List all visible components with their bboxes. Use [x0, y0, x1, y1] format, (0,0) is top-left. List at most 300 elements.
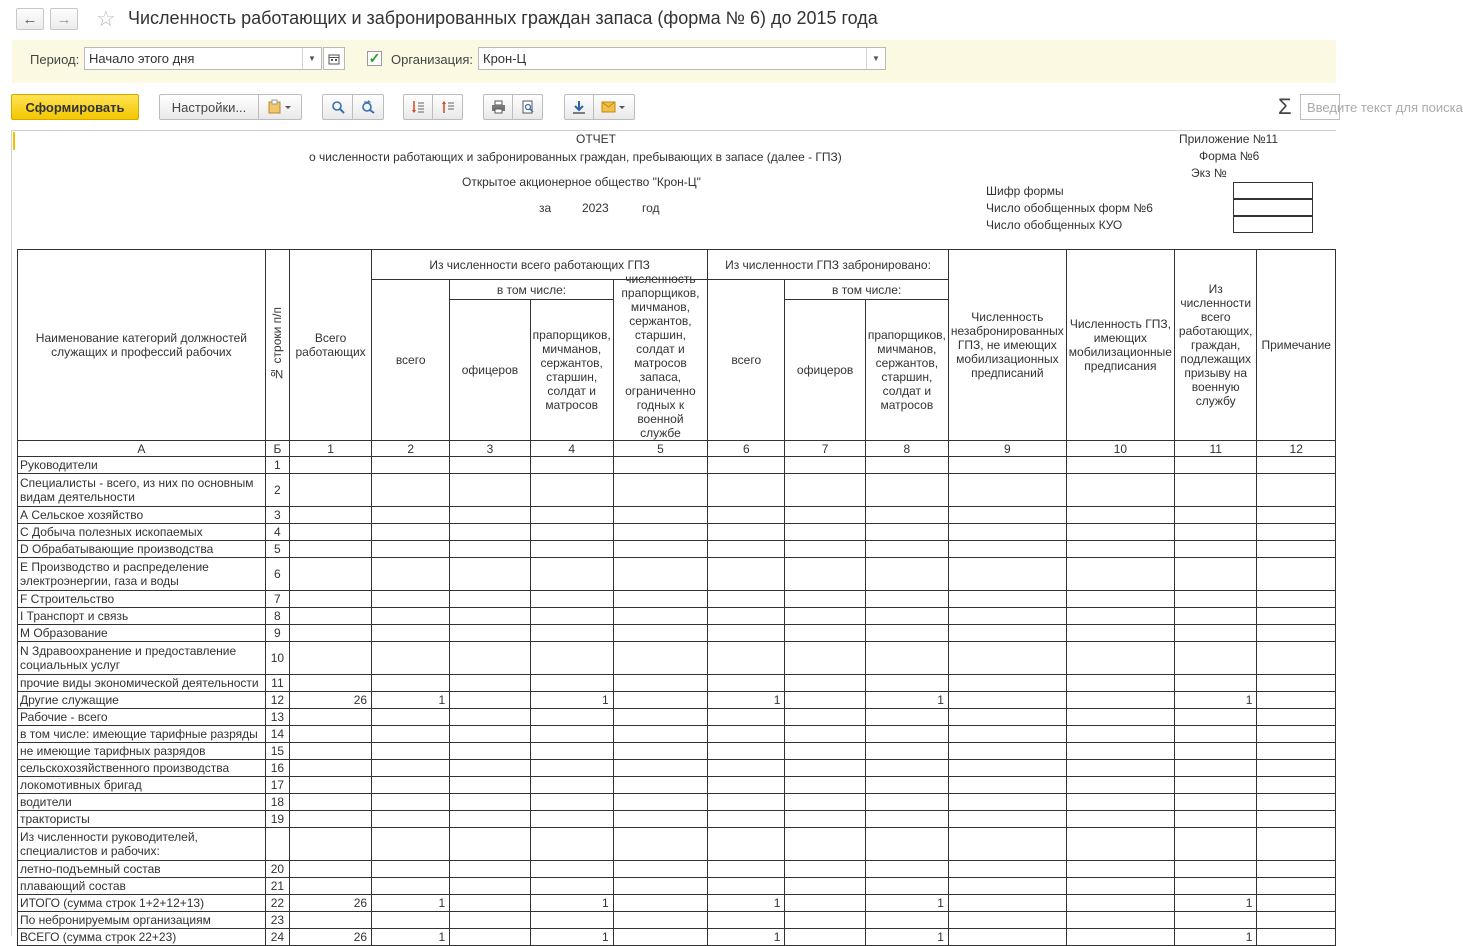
table-cell[interactable]: [1066, 895, 1174, 912]
table-cell[interactable]: 1: [708, 692, 785, 709]
table-cell[interactable]: [372, 507, 450, 524]
table-cell[interactable]: 1: [865, 692, 948, 709]
table-cell[interactable]: [865, 507, 948, 524]
table-cell[interactable]: [948, 929, 1066, 946]
table-cell[interactable]: [530, 760, 613, 777]
table-cell[interactable]: [450, 929, 530, 946]
table-cell[interactable]: [1066, 811, 1174, 828]
sum-icon[interactable]: Σ: [1278, 94, 1292, 119]
save-button[interactable]: [564, 94, 594, 120]
table-cell[interactable]: [865, 743, 948, 760]
table-cell[interactable]: [865, 625, 948, 642]
table-cell[interactable]: [948, 692, 1066, 709]
table-cell[interactable]: [865, 811, 948, 828]
table-cell[interactable]: [1174, 777, 1256, 794]
collapse-groups-button[interactable]: [433, 94, 463, 120]
table-cell[interactable]: [450, 878, 530, 895]
table-cell[interactable]: [372, 457, 450, 474]
table-cell[interactable]: [290, 743, 372, 760]
table-cell[interactable]: [785, 457, 865, 474]
table-cell[interactable]: [372, 625, 450, 642]
table-cell[interactable]: [613, 457, 707, 474]
table-cell[interactable]: [948, 743, 1066, 760]
table-cell[interactable]: [1066, 558, 1174, 591]
table-cell[interactable]: [613, 675, 707, 692]
table-cell[interactable]: [530, 726, 613, 743]
table-cell[interactable]: 1: [865, 895, 948, 912]
table-cell[interactable]: [1257, 895, 1336, 912]
table-cell[interactable]: [613, 726, 707, 743]
generalized-kuo-box[interactable]: [1233, 216, 1313, 233]
table-cell[interactable]: [613, 507, 707, 524]
table-cell[interactable]: [613, 625, 707, 642]
table-cell[interactable]: 1: [1174, 929, 1256, 946]
table-cell[interactable]: [530, 861, 613, 878]
table-cell[interactable]: 1: [708, 895, 785, 912]
table-cell[interactable]: [530, 457, 613, 474]
table-cell[interactable]: [290, 760, 372, 777]
table-cell[interactable]: [290, 777, 372, 794]
table-cell[interactable]: [613, 692, 707, 709]
table-cell[interactable]: [1066, 777, 1174, 794]
table-cell[interactable]: [948, 608, 1066, 625]
table-cell[interactable]: [1257, 541, 1336, 558]
table-cell[interactable]: [1066, 861, 1174, 878]
favorite-star-icon[interactable]: ☆: [96, 6, 116, 31]
table-cell[interactable]: [708, 558, 785, 591]
table-cell[interactable]: [372, 675, 450, 692]
table-cell[interactable]: [1066, 608, 1174, 625]
table-cell[interactable]: [613, 642, 707, 675]
table-cell[interactable]: [530, 794, 613, 811]
table-cell[interactable]: [1066, 507, 1174, 524]
table-cell[interactable]: [948, 912, 1066, 929]
table-cell[interactable]: [613, 524, 707, 541]
table-cell[interactable]: [865, 675, 948, 692]
table-cell[interactable]: [785, 608, 865, 625]
table-cell[interactable]: [450, 726, 530, 743]
table-cell[interactable]: 1: [1174, 895, 1256, 912]
table-cell[interactable]: [1066, 675, 1174, 692]
table-cell[interactable]: [1257, 912, 1336, 929]
table-cell[interactable]: [530, 524, 613, 541]
table-cell[interactable]: [290, 709, 372, 726]
table-cell[interactable]: [450, 912, 530, 929]
table-cell[interactable]: [290, 794, 372, 811]
table-cell[interactable]: [1257, 709, 1336, 726]
table-cell[interactable]: [1257, 625, 1336, 642]
table-cell[interactable]: [613, 608, 707, 625]
table-cell[interactable]: [290, 608, 372, 625]
table-cell[interactable]: [708, 861, 785, 878]
table-cell[interactable]: [290, 675, 372, 692]
report-area[interactable]: [11, 130, 1336, 944]
table-cell[interactable]: [290, 457, 372, 474]
table-cell[interactable]: [450, 743, 530, 760]
table-cell[interactable]: [613, 777, 707, 794]
table-cell[interactable]: [708, 726, 785, 743]
table-cell[interactable]: [1174, 474, 1256, 507]
forward-button[interactable]: [50, 8, 78, 30]
table-cell[interactable]: [948, 709, 1066, 726]
table-cell[interactable]: [372, 541, 450, 558]
back-button[interactable]: [16, 8, 44, 30]
table-cell[interactable]: 26: [290, 929, 372, 946]
table-cell[interactable]: [1257, 558, 1336, 591]
table-cell[interactable]: [1066, 709, 1174, 726]
table-cell[interactable]: [1174, 760, 1256, 777]
table-cell[interactable]: [1066, 524, 1174, 541]
table-cell[interactable]: [865, 709, 948, 726]
table-cell[interactable]: [865, 760, 948, 777]
table-cell[interactable]: [785, 828, 865, 861]
table-cell[interactable]: [785, 507, 865, 524]
table-cell[interactable]: [450, 760, 530, 777]
table-cell[interactable]: [785, 760, 865, 777]
table-cell[interactable]: [865, 828, 948, 861]
table-cell[interactable]: [785, 811, 865, 828]
table-cell[interactable]: [785, 777, 865, 794]
table-cell[interactable]: [785, 524, 865, 541]
table-cell[interactable]: [865, 524, 948, 541]
table-cell[interactable]: [708, 794, 785, 811]
table-cell[interactable]: [708, 878, 785, 895]
table-cell[interactable]: [450, 642, 530, 675]
table-cell[interactable]: [613, 878, 707, 895]
table-cell[interactable]: [450, 541, 530, 558]
table-cell[interactable]: [372, 777, 450, 794]
table-cell[interactable]: [1174, 591, 1256, 608]
table-cell[interactable]: [450, 457, 530, 474]
organization-checkbox[interactable]: [367, 51, 382, 66]
table-cell[interactable]: [948, 895, 1066, 912]
table-cell[interactable]: [785, 895, 865, 912]
table-cell[interactable]: [450, 474, 530, 507]
table-cell[interactable]: [613, 541, 707, 558]
table-cell[interactable]: [372, 743, 450, 760]
table-cell[interactable]: [450, 507, 530, 524]
table-cell[interactable]: [450, 777, 530, 794]
table-cell[interactable]: [785, 861, 865, 878]
print-button[interactable]: [483, 94, 513, 120]
table-cell[interactable]: [708, 642, 785, 675]
table-cell[interactable]: [450, 828, 530, 861]
find-button[interactable]: [322, 94, 353, 120]
table-cell[interactable]: [948, 558, 1066, 591]
table-cell[interactable]: [1257, 794, 1336, 811]
table-cell[interactable]: [1174, 861, 1256, 878]
table-cell[interactable]: [613, 794, 707, 811]
table-cell[interactable]: 1: [530, 929, 613, 946]
table-cell[interactable]: [1174, 794, 1256, 811]
table-cell[interactable]: [1257, 861, 1336, 878]
table-cell[interactable]: [1066, 794, 1174, 811]
table-cell[interactable]: [1174, 709, 1256, 726]
table-cell[interactable]: [372, 474, 450, 507]
table-cell[interactable]: [1257, 608, 1336, 625]
table-cell[interactable]: [290, 912, 372, 929]
table-cell[interactable]: [450, 895, 530, 912]
table-cell[interactable]: [290, 558, 372, 591]
table-cell[interactable]: [948, 591, 1066, 608]
table-cell[interactable]: [785, 794, 865, 811]
table-cell[interactable]: [708, 912, 785, 929]
generate-button[interactable]: [11, 94, 139, 120]
table-cell[interactable]: [865, 457, 948, 474]
table-cell[interactable]: [530, 675, 613, 692]
table-cell[interactable]: [948, 811, 1066, 828]
table-cell[interactable]: 1: [372, 929, 450, 946]
table-cell[interactable]: [1257, 878, 1336, 895]
table-cell[interactable]: [530, 777, 613, 794]
table-cell[interactable]: [708, 743, 785, 760]
form-cipher-box[interactable]: [1233, 182, 1313, 199]
table-cell[interactable]: [372, 912, 450, 929]
table-cell[interactable]: [708, 541, 785, 558]
table-cell[interactable]: 1: [1174, 692, 1256, 709]
table-cell[interactable]: [530, 541, 613, 558]
table-cell[interactable]: [1174, 743, 1256, 760]
table-cell[interactable]: [785, 878, 865, 895]
table-cell[interactable]: [530, 474, 613, 507]
table-cell[interactable]: 26: [290, 895, 372, 912]
table-cell[interactable]: [1257, 524, 1336, 541]
table-cell[interactable]: [613, 895, 707, 912]
table-cell[interactable]: [948, 760, 1066, 777]
search-input[interactable]: [1300, 94, 1463, 120]
table-cell[interactable]: [948, 828, 1066, 861]
period-dropdown-button[interactable]: [302, 48, 321, 69]
table-cell[interactable]: [613, 743, 707, 760]
table-cell[interactable]: [865, 591, 948, 608]
table-cell[interactable]: [613, 474, 707, 507]
table-cell[interactable]: [613, 929, 707, 946]
table-cell[interactable]: [372, 642, 450, 675]
table-cell[interactable]: [1174, 675, 1256, 692]
table-cell[interactable]: [865, 474, 948, 507]
period-calendar-button[interactable]: [323, 47, 345, 70]
table-cell[interactable]: [1257, 828, 1336, 861]
table-cell[interactable]: [290, 625, 372, 642]
table-cell[interactable]: [450, 524, 530, 541]
table-cell[interactable]: [1257, 474, 1336, 507]
table-cell[interactable]: [290, 726, 372, 743]
table-cell[interactable]: 1: [372, 692, 450, 709]
table-cell[interactable]: [1257, 743, 1336, 760]
table-cell[interactable]: [948, 474, 1066, 507]
table-cell[interactable]: [450, 591, 530, 608]
table-cell[interactable]: [785, 726, 865, 743]
table-cell[interactable]: [948, 726, 1066, 743]
table-cell[interactable]: [1257, 591, 1336, 608]
table-cell[interactable]: [450, 558, 530, 591]
table-cell[interactable]: [530, 507, 613, 524]
table-cell[interactable]: [708, 709, 785, 726]
table-cell[interactable]: [1174, 608, 1256, 625]
table-cell[interactable]: [865, 726, 948, 743]
table-cell[interactable]: [530, 828, 613, 861]
table-cell[interactable]: [1257, 692, 1336, 709]
table-cell[interactable]: [1257, 675, 1336, 692]
table-cell[interactable]: [1066, 743, 1174, 760]
table-cell[interactable]: [865, 794, 948, 811]
table-cell[interactable]: [948, 794, 1066, 811]
table-cell[interactable]: [613, 709, 707, 726]
table-cell[interactable]: [1257, 929, 1336, 946]
table-cell[interactable]: [450, 811, 530, 828]
table-cell[interactable]: [290, 591, 372, 608]
table-cell[interactable]: [1174, 558, 1256, 591]
table-cell[interactable]: [1257, 457, 1336, 474]
table-cell[interactable]: [948, 541, 1066, 558]
table-cell[interactable]: 26: [290, 692, 372, 709]
table-cell[interactable]: [785, 558, 865, 591]
table-cell[interactable]: [450, 794, 530, 811]
table-cell[interactable]: [948, 457, 1066, 474]
table-cell[interactable]: [948, 675, 1066, 692]
table-cell[interactable]: [1257, 777, 1336, 794]
table-cell[interactable]: [865, 642, 948, 675]
table-cell[interactable]: [450, 861, 530, 878]
table-cell[interactable]: [530, 709, 613, 726]
table-cell[interactable]: [450, 675, 530, 692]
table-cell[interactable]: [450, 692, 530, 709]
table-cell[interactable]: [785, 642, 865, 675]
table-cell[interactable]: [290, 524, 372, 541]
table-cell[interactable]: [708, 457, 785, 474]
table-cell[interactable]: [613, 760, 707, 777]
table-cell[interactable]: [530, 878, 613, 895]
table-cell[interactable]: [785, 743, 865, 760]
table-cell[interactable]: [290, 642, 372, 675]
settings-button[interactable]: [159, 94, 259, 120]
table-cell[interactable]: [948, 524, 1066, 541]
table-cell[interactable]: [1066, 625, 1174, 642]
table-cell[interactable]: [613, 828, 707, 861]
table-cell[interactable]: [372, 558, 450, 591]
table-cell[interactable]: [372, 794, 450, 811]
table-cell[interactable]: [865, 777, 948, 794]
table-cell[interactable]: [1066, 878, 1174, 895]
table-cell[interactable]: [948, 878, 1066, 895]
table-cell[interactable]: [708, 507, 785, 524]
table-cell[interactable]: [1174, 507, 1256, 524]
table-cell[interactable]: [708, 591, 785, 608]
table-cell[interactable]: [708, 524, 785, 541]
table-cell[interactable]: [530, 608, 613, 625]
table-cell[interactable]: [1174, 828, 1256, 861]
table-cell[interactable]: [1174, 912, 1256, 929]
table-cell[interactable]: [290, 811, 372, 828]
table-cell[interactable]: [1066, 760, 1174, 777]
table-cell[interactable]: [290, 474, 372, 507]
report-variant-button[interactable]: [259, 94, 302, 120]
table-cell[interactable]: [948, 861, 1066, 878]
table-cell[interactable]: [708, 625, 785, 642]
table-cell[interactable]: [708, 474, 785, 507]
table-cell[interactable]: [1174, 625, 1256, 642]
find-next-button[interactable]: [353, 94, 384, 120]
table-cell[interactable]: [290, 541, 372, 558]
table-cell[interactable]: [708, 811, 785, 828]
organization-field[interactable]: [478, 47, 886, 70]
table-cell[interactable]: [785, 929, 865, 946]
table-cell[interactable]: [1174, 642, 1256, 675]
table-cell[interactable]: [785, 709, 865, 726]
organization-dropdown-button[interactable]: [866, 48, 885, 69]
table-cell[interactable]: [450, 709, 530, 726]
table-cell[interactable]: [613, 591, 707, 608]
table-cell[interactable]: [948, 625, 1066, 642]
table-cell[interactable]: [372, 878, 450, 895]
table-cell[interactable]: [290, 878, 372, 895]
table-cell[interactable]: [450, 608, 530, 625]
table-cell[interactable]: [372, 760, 450, 777]
table-cell[interactable]: [1174, 524, 1256, 541]
table-cell[interactable]: 1: [865, 929, 948, 946]
table-cell[interactable]: [530, 743, 613, 760]
table-cell[interactable]: [530, 591, 613, 608]
table-cell[interactable]: [530, 558, 613, 591]
table-cell[interactable]: [372, 861, 450, 878]
table-cell[interactable]: [290, 828, 372, 861]
period-field[interactable]: [84, 47, 322, 70]
table-cell[interactable]: [613, 811, 707, 828]
table-cell[interactable]: [948, 642, 1066, 675]
table-cell[interactable]: [708, 760, 785, 777]
table-cell[interactable]: [1257, 507, 1336, 524]
table-cell[interactable]: [785, 474, 865, 507]
table-cell[interactable]: [530, 912, 613, 929]
table-cell[interactable]: 1: [708, 929, 785, 946]
table-cell[interactable]: [372, 828, 450, 861]
table-cell[interactable]: 1: [372, 895, 450, 912]
table-cell[interactable]: [1174, 457, 1256, 474]
table-cell[interactable]: [372, 709, 450, 726]
table-cell[interactable]: [1257, 642, 1336, 675]
table-cell[interactable]: [865, 912, 948, 929]
table-cell[interactable]: [708, 675, 785, 692]
table-cell[interactable]: [372, 726, 450, 743]
table-cell[interactable]: [865, 861, 948, 878]
table-cell[interactable]: [948, 777, 1066, 794]
table-cell[interactable]: [372, 811, 450, 828]
print-preview-button[interactable]: [513, 94, 543, 120]
table-cell[interactable]: [450, 625, 530, 642]
table-cell[interactable]: [1257, 760, 1336, 777]
table-cell[interactable]: [865, 558, 948, 591]
table-cell[interactable]: [290, 861, 372, 878]
table-cell[interactable]: [372, 591, 450, 608]
table-cell[interactable]: 1: [530, 692, 613, 709]
table-cell[interactable]: [1066, 541, 1174, 558]
table-cell[interactable]: [1066, 912, 1174, 929]
table-cell[interactable]: [530, 642, 613, 675]
table-cell[interactable]: [1066, 591, 1174, 608]
table-cell[interactable]: [1257, 726, 1336, 743]
table-cell[interactable]: [1066, 726, 1174, 743]
table-cell[interactable]: [1174, 811, 1256, 828]
table-cell[interactable]: [372, 608, 450, 625]
table-cell[interactable]: [1066, 692, 1174, 709]
table-cell[interactable]: [613, 861, 707, 878]
table-cell[interactable]: [948, 507, 1066, 524]
generalized-forms-box[interactable]: [1233, 199, 1313, 216]
table-cell[interactable]: [613, 558, 707, 591]
table-cell[interactable]: [785, 675, 865, 692]
table-cell[interactable]: [785, 541, 865, 558]
table-cell[interactable]: [708, 828, 785, 861]
